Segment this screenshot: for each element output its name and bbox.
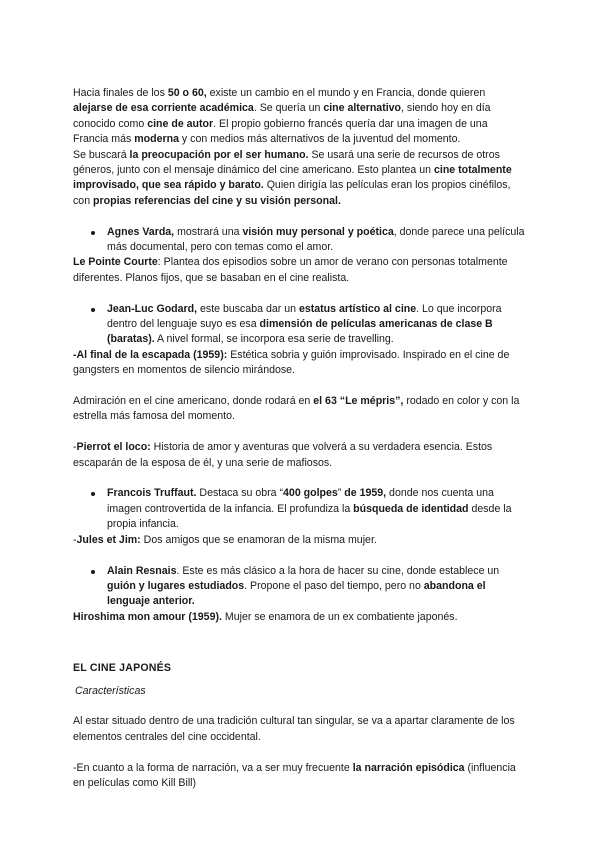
- paragraph-narracion: [73, 761, 525, 792]
- bold-run: Le Pointe Courte: [73, 256, 158, 269]
- bold-run: moderna: [134, 133, 179, 146]
- text-run: Hacia finales de los: [73, 87, 168, 99]
- bold-run: Pierrot el loco:: [76, 441, 151, 454]
- text-run: -: [73, 441, 77, 454]
- bold-run: Jules et Jim:: [76, 533, 141, 546]
- text-run: , donde parece una película más documental, pero con temas como el amor.: [107, 225, 525, 254]
- text-run: este buscaba dar un: [197, 302, 299, 315]
- text-run: ”: [337, 487, 345, 500]
- bold-run: el 63 “Le mépris”,: [313, 395, 404, 408]
- text-run: Se usará una serie de recursos de otros géneros, junto con el mensaje dinámico del cine americano. Esto plantea un: [73, 148, 500, 177]
- bullet-varda: [73, 225, 525, 256]
- text-run: : Plantea dos episodios sobre un amor de verano con personas totalmente diferentes. Planos fijos, que se basaban en el cine realista.: [73, 256, 508, 284]
- bullet-dot-icon: [91, 570, 95, 574]
- text-run: existe un cambio en el mundo y en Francia, donde quieren: [206, 87, 486, 99]
- text-run: Destaca su obra “: [196, 487, 284, 500]
- bullet-dot-icon: [91, 231, 95, 235]
- bold-run: guión y lugares estudiados: [107, 579, 245, 592]
- bold-run: 400 golpes: [283, 487, 338, 500]
- bold-run: de 1959,: [344, 487, 387, 500]
- bold-run: alejarse de esa corriente académica: [73, 102, 254, 115]
- bold-run: 50 o 60,: [167, 87, 207, 99]
- bold-run: cine totalmente improvisado, que sea rápido y barato.: [73, 164, 512, 192]
- bold-run: cine alternativo: [323, 102, 402, 115]
- bold-run: Hiroshima mon amour (1959).: [73, 610, 222, 623]
- text-run: , siendo hoy en día conocido como: [73, 102, 491, 130]
- text-run: rodado en color y con la estrella más famosa del momento.: [73, 395, 520, 423]
- bold-run: la narración episódica: [352, 761, 465, 774]
- bullet-godard: [73, 302, 525, 348]
- text-run: . Lo que incorpora dentro del lenguaje suyo es esa: [107, 302, 502, 331]
- bullet-truffaut: [73, 486, 525, 532]
- section-subheading: Características: [75, 684, 146, 697]
- text-run: Quien dirigía las películas eran los propios cinéfilos, con: [73, 179, 511, 207]
- paragraph-escapada: [73, 348, 525, 379]
- paragraph-intro: [73, 86, 525, 148]
- text-run: Se buscará: [73, 148, 130, 161]
- document-body: [73, 86, 525, 791]
- paragraph-jules-jim: [73, 533, 525, 548]
- section-heading: EL CINE JAPONÉS: [73, 662, 172, 675]
- bold-run: -Al final de la escapada (1959):: [73, 348, 228, 361]
- text-run: . Este es más clásico a la hora de hacer su cine, donde establece un: [176, 564, 500, 577]
- text-run: A nivel formal, se incorpora esa serie de travelling.: [154, 333, 394, 346]
- text-run: Historia de amor y aventuras que volverá a su verdadera esencia. Estos escaparán de la esposa de él, y una serie de mafiosos.: [73, 441, 493, 469]
- text-run: -: [73, 533, 77, 546]
- bold-run: cine de autor: [147, 117, 214, 130]
- text-run: -En cuanto a la forma de narración, va a ser muy frecuente: [73, 761, 353, 774]
- bold-run: dimensión de películas americanas de clase B (baratas).: [107, 318, 493, 346]
- bullet-dot-icon: [91, 492, 95, 496]
- bold-run: Francois Truffaut.: [107, 487, 197, 500]
- bold-run: la preocupación por el ser humano.: [129, 148, 309, 161]
- text-run: y con medios más alternativos de la juventud del momento.: [178, 133, 461, 146]
- bold-run: Agnes Varda,: [107, 225, 175, 238]
- text-run: Mujer se enamora de un ex combatiente japonés.: [221, 610, 458, 623]
- text-run: mostrará una: [174, 225, 243, 238]
- text-run: desde la propia infancia.: [107, 502, 512, 531]
- bold-run: abandona el lenguaje anterior.: [107, 579, 486, 608]
- text-run: Admiración en el cine americano, donde rodará en: [73, 395, 314, 408]
- bold-run: búsqueda de identidad: [353, 502, 469, 515]
- text-run: Al estar situado dentro de una tradición cultural tan singular, se va a apartar claramente de los elementos centrales del cine occidental.: [73, 715, 515, 743]
- paragraph-admiracion: [73, 394, 525, 425]
- bold-run: visión muy personal y poética: [242, 225, 394, 238]
- text-run: donde nos cuenta una imagen controvertida de la infancia. El profundiza la: [107, 487, 494, 515]
- paragraph-pierrot: [73, 440, 525, 471]
- text-run: (influencia en películas como Kill Bill): [73, 761, 516, 789]
- bullet-dot-icon: [91, 308, 95, 312]
- text-run: . Propone el paso del tiempo, pero no: [244, 579, 424, 592]
- paragraph-hiroshima: [73, 610, 525, 625]
- bold-run: propias referencias del cine y su visión personal.: [93, 194, 341, 207]
- bold-run: Alain Resnais: [107, 564, 177, 577]
- paragraph-pointe-courte: [73, 255, 525, 286]
- text-run: Dos amigos que se enamoran de la misma mujer.: [140, 533, 377, 546]
- paragraph-ser-humano: [73, 148, 525, 210]
- bold-run: estatus artístico al cine: [298, 302, 417, 315]
- text-run: Estética sobria y guión improvisado. Inspirado en el cine de gangsters en momentos de silencio mirándose.: [73, 348, 510, 377]
- text-run: . El propio gobierno francés quería dar una imagen de una Francia más: [73, 117, 488, 146]
- paragraph-japon: [73, 714, 525, 745]
- text-run: . Se quería un: [253, 102, 324, 115]
- bold-run: Jean-Luc Godard,: [107, 302, 198, 315]
- bullet-resnais: [73, 564, 525, 610]
